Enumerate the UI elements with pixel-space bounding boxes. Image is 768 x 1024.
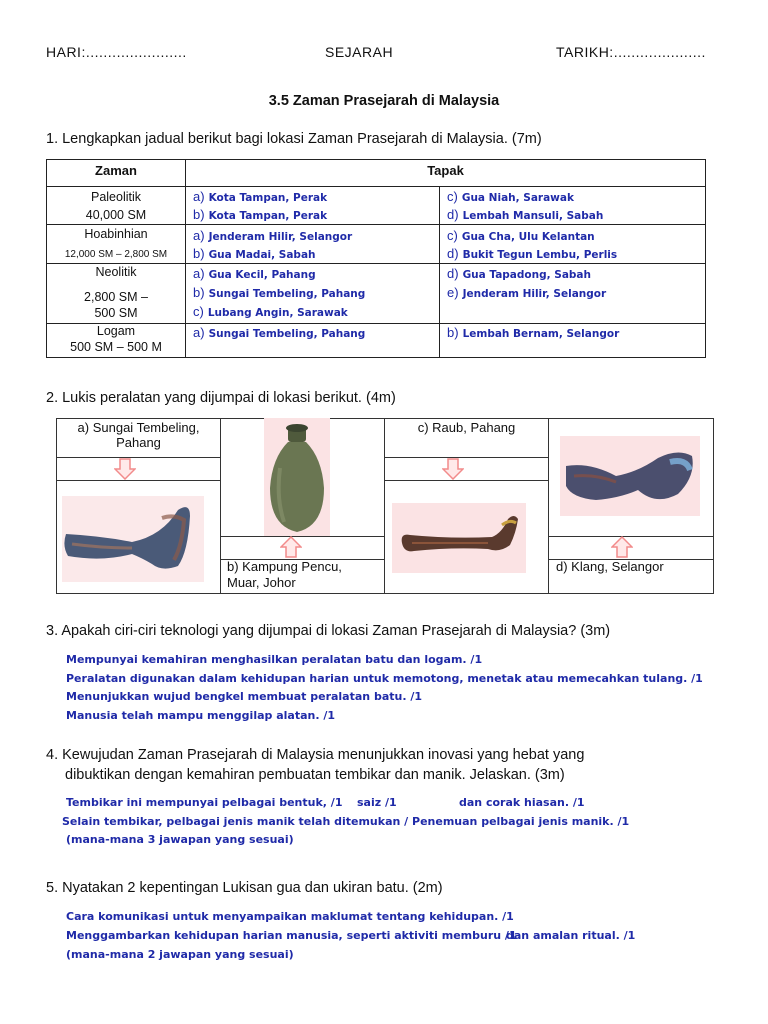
zaman-hoabinhian-date: 12,000 SM – 2,800 SM bbox=[64, 249, 168, 260]
stone-tool-image bbox=[62, 496, 204, 582]
artifact-a-label2: Pahang bbox=[116, 435, 161, 450]
arrow-up-icon bbox=[280, 536, 302, 558]
artifact-d-label: d) Klang, Selangor bbox=[556, 559, 664, 574]
arrow-down-icon bbox=[442, 458, 464, 480]
site-row2-d: d) Bukit Tegun Lembu, Perlis bbox=[447, 246, 618, 261]
answer-4-1b: saiz /1 bbox=[357, 796, 397, 809]
arrow-up-icon bbox=[611, 536, 633, 558]
artifact-c-label: c) Raub, Pahang bbox=[417, 420, 516, 435]
artifact-b-label: b) Kampung Pencu, bbox=[227, 559, 342, 574]
site-row3-e: e) Jenderam Hilir, Selangor bbox=[447, 285, 607, 300]
site-row4-b: b) Lembah Bernam, Selangor bbox=[447, 325, 620, 340]
question-2: 2. Lukis peralatan yang dijumpai di lokasi berikut. (4m) bbox=[46, 390, 396, 406]
question-4: 4. Kewujudan Zaman Prasejarah di Malaysia menunjukkan inovasi yang hebat yang bbox=[46, 747, 585, 763]
zaman-neolitik-date2: 500 SM bbox=[94, 306, 138, 320]
zaman-logam: Logam bbox=[96, 324, 136, 338]
arrow-down-icon bbox=[114, 458, 136, 480]
subject-label: SEJARAH bbox=[325, 44, 394, 60]
site-row1-a: a) Kota Tampan, Perak bbox=[193, 189, 328, 204]
site-row3-b: b) Sungai Tembeling, Pahang bbox=[193, 285, 366, 300]
question-5: 5. Nyatakan 2 kepentingan Lukisan gua dan ukiran batu. (2m) bbox=[46, 880, 443, 896]
site-row2-b: b) Gua Madai, Sabah bbox=[193, 246, 316, 261]
answer-4-1c: dan corak hiasan. /1 bbox=[459, 796, 585, 809]
answer-4-2: Selain tembikar, pelbagai jenis manik telah ditemukan / Penemuan pelbagai jenis manik. /1 bbox=[62, 815, 630, 828]
page-title: 3.5 Zaman Prasejarah di Malaysia bbox=[268, 93, 500, 109]
answer-5-2b: dan amalan ritual. /1 bbox=[506, 929, 636, 942]
question-4-line2: dibuktikan dengan kemahiran pembuatan tembikar dan manik. Jelaskan. (3m) bbox=[65, 767, 565, 783]
site-row2-a: a) Jenderam Hilir, Selangor bbox=[193, 228, 353, 243]
header-tapak: Tapak bbox=[427, 163, 464, 178]
zaman-neolitik-date: 2,800 SM – bbox=[84, 290, 148, 304]
pottery-image bbox=[264, 418, 330, 536]
socketed-axe-image bbox=[560, 436, 700, 516]
answer-3-2: Peralatan digunakan dalam kehidupan harian untuk memotong, menetak atau memecahkan tulang. /1 bbox=[66, 672, 703, 685]
answer-5-note: (mana-mana 2 jawapan yang sesuai) bbox=[66, 948, 294, 961]
site-row1-c: c) Gua Niah, Sarawak bbox=[447, 189, 574, 204]
zaman-neolitik: Neolitik bbox=[95, 265, 137, 279]
site-row2-c: c) Gua Cha, Ulu Kelantan bbox=[447, 228, 595, 243]
artifact-a-label: a) Sungai Tembeling, bbox=[77, 420, 200, 435]
answer-5-2: Menggambarkan kehidupan harian manusia, seperti aktiviti memburu /1 bbox=[66, 929, 517, 942]
zaman-paleolitik-date: 40,000 SM bbox=[85, 208, 147, 222]
iron-tool-image bbox=[392, 503, 526, 573]
tarikh-field: TARIKH:..................... bbox=[556, 44, 706, 60]
site-row3-c: c) Lubang Angin, Sarawak bbox=[193, 304, 348, 319]
site-row3-d: d) Gua Tapadong, Sabah bbox=[447, 266, 591, 281]
answer-5-1: Cara komunikasi untuk menyampaikan maklumat tentang kehidupan. /1 bbox=[66, 910, 514, 923]
zaman-logam-date: 500 SM – 500 M bbox=[70, 340, 162, 354]
answer-3-1: Mempunyai kemahiran menghasilkan peralatan batu dan logam. /1 bbox=[66, 653, 483, 666]
site-row4-a: a) Sungai Tembeling, Pahang bbox=[193, 325, 366, 340]
answer-3-4: Manusia telah mampu menggilap alatan. /1 bbox=[66, 709, 336, 722]
answer-3-3: Menunjukkan wujud bengkel membuat peralatan batu. /1 bbox=[66, 690, 423, 703]
answer-4-note: (mana-mana 3 jawapan yang sesuai) bbox=[66, 833, 294, 846]
site-row1-b: b) Kota Tampan, Perak bbox=[193, 207, 328, 222]
site-row3-a: a) Gua Kecil, Pahang bbox=[193, 266, 316, 281]
zaman-table bbox=[46, 159, 706, 358]
artifact-b-label2: Muar, Johor bbox=[227, 575, 296, 590]
zaman-hoabinhian: Hoabinhian bbox=[84, 227, 148, 241]
question-3: 3. Apakah ciri-ciri teknologi yang dijumpai di lokasi Zaman Prasejarah di Malaysia? (3m) bbox=[46, 623, 611, 639]
question-1: 1. Lengkapkan jadual berikut bagi lokasi Zaman Prasejarah di Malaysia. (7m) bbox=[46, 131, 542, 147]
hari-field: HARI:....................... bbox=[46, 44, 187, 60]
header-zaman: Zaman bbox=[95, 163, 137, 178]
site-row1-d: d) Lembah Mansuli, Sabah bbox=[447, 207, 604, 222]
answer-4-1: Tembikar ini mempunyai pelbagai bentuk, /1 bbox=[66, 796, 343, 809]
zaman-paleolitik: Paleolitik bbox=[90, 190, 142, 204]
